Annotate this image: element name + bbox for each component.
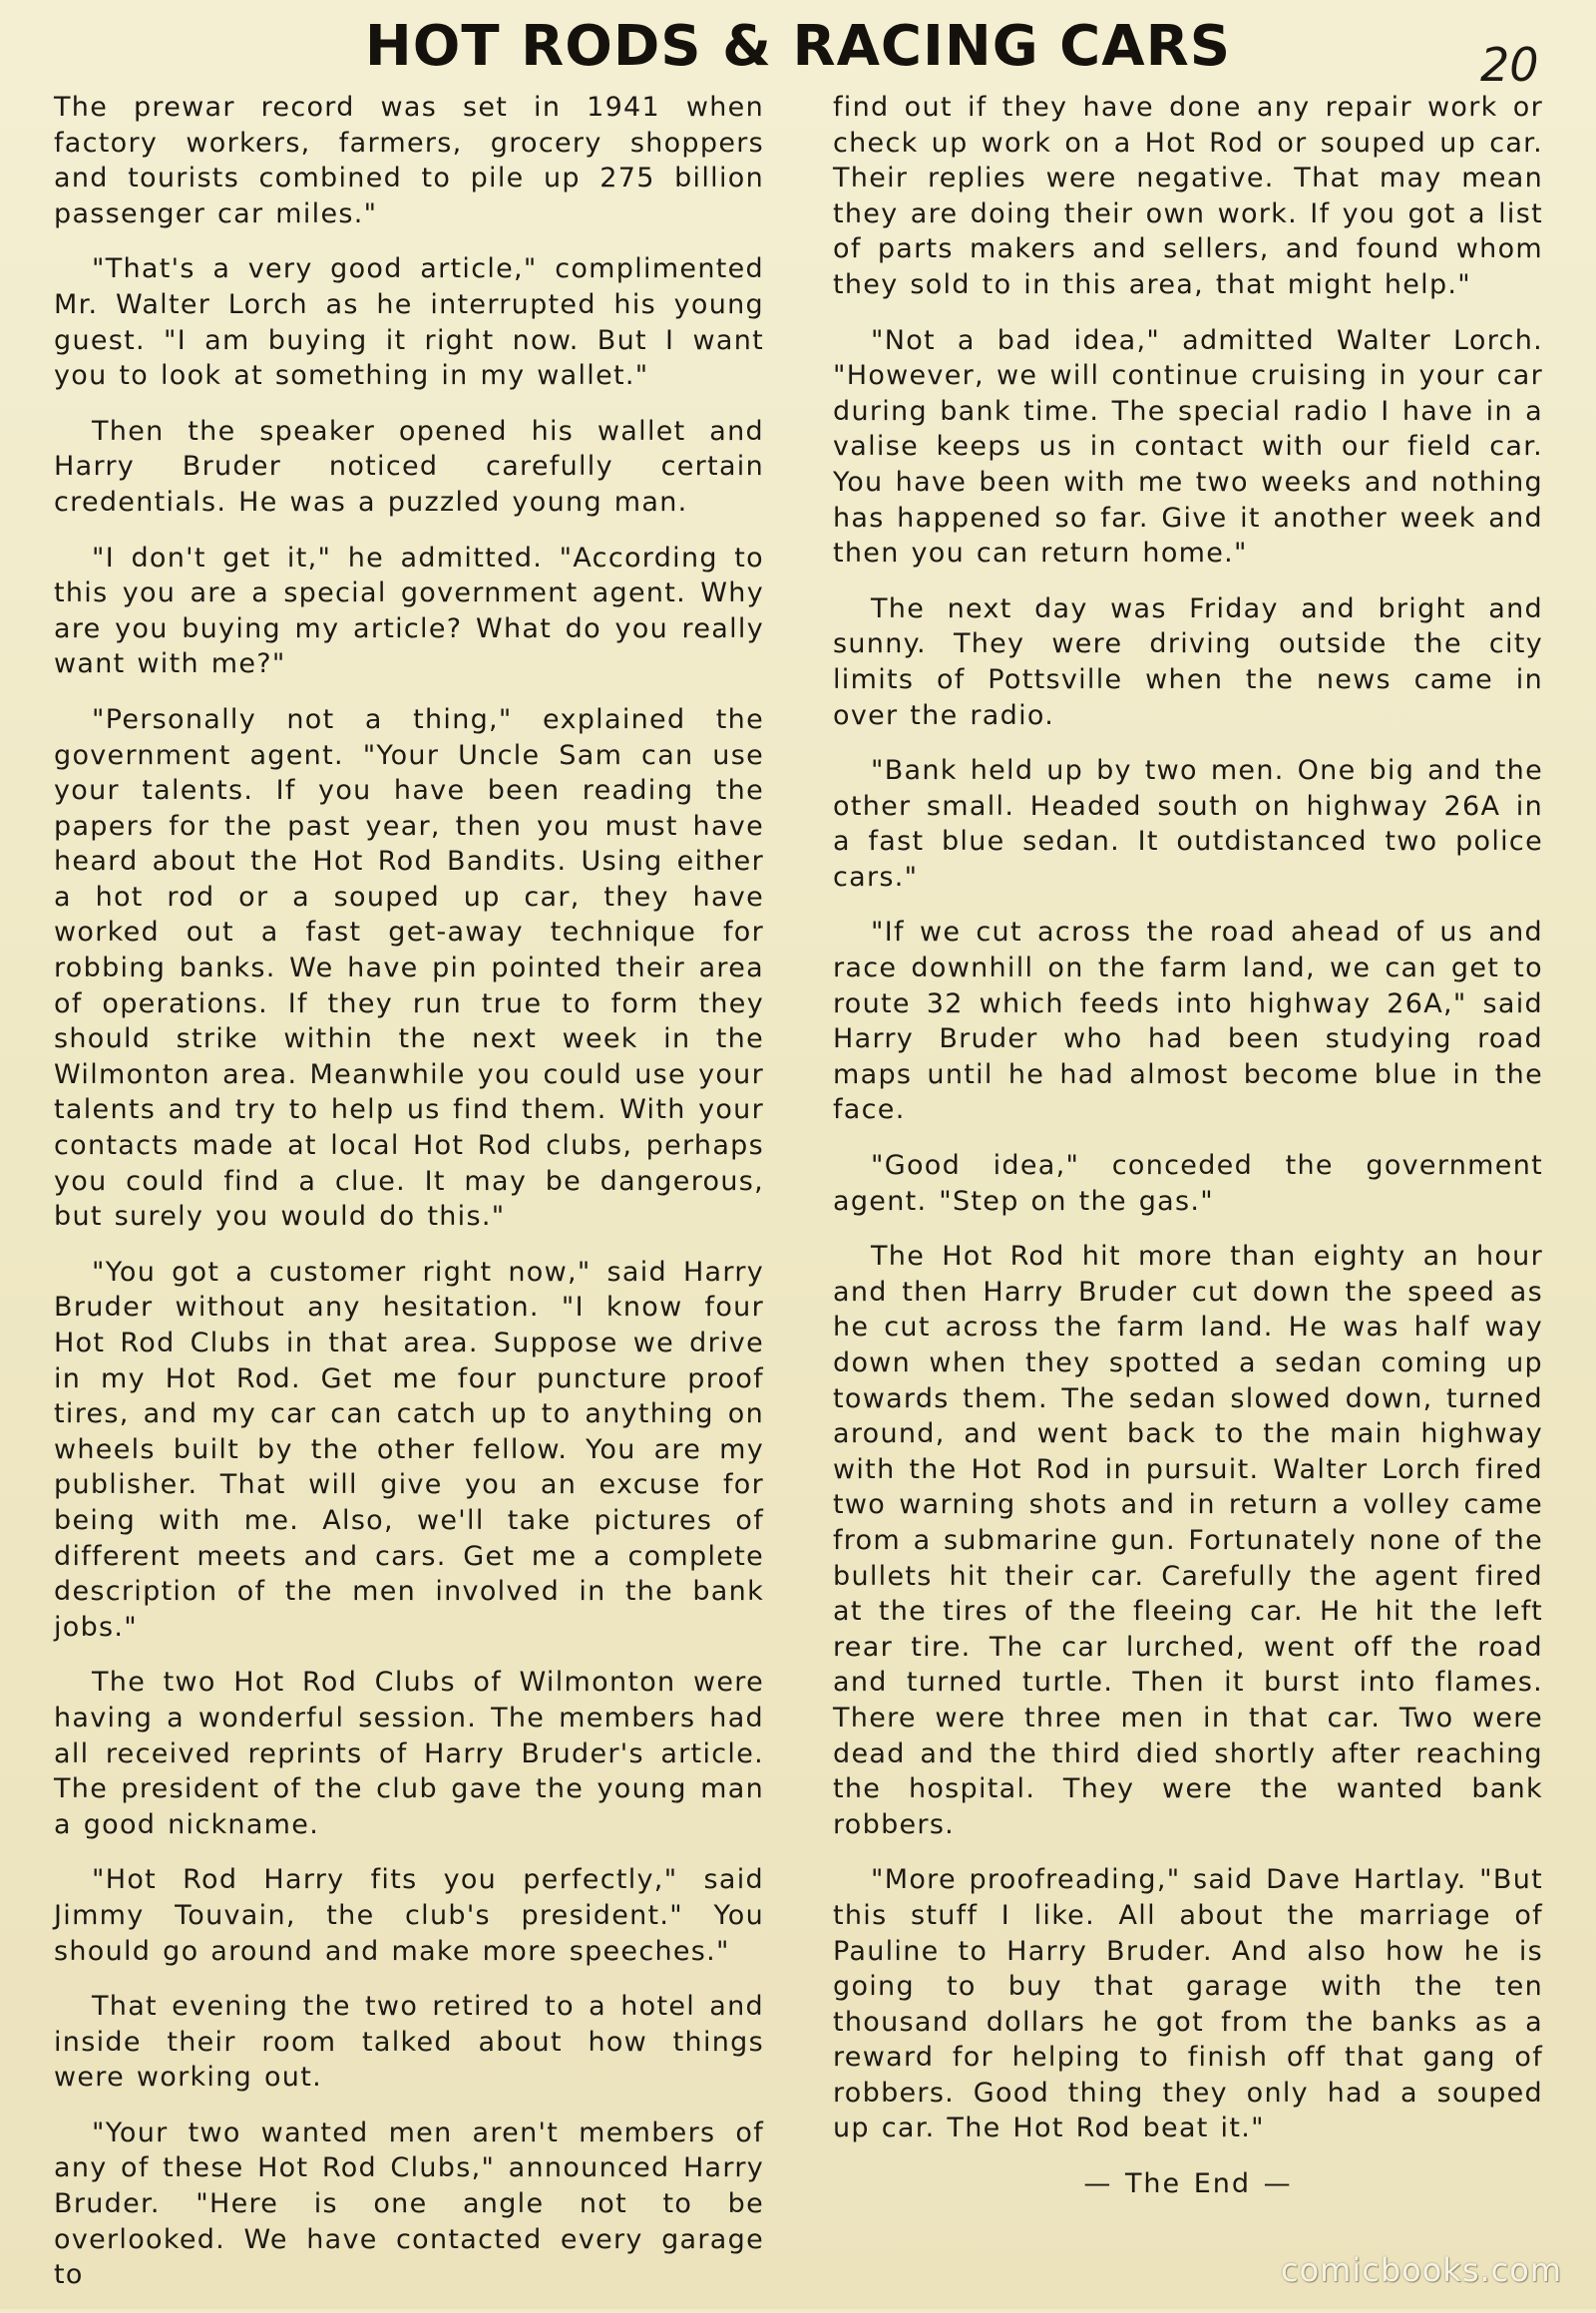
the-end-marker: — The End —	[1083, 2168, 1293, 2200]
left-column	[54, 90, 764, 2313]
paragraph: "More proofreading," said Dave Hartlay. "But this stuff I like. All about the marriage of Pauline to Harry Bruder. And also how he is going to buy that garage with the ten thousand dollars he got from the banks as a reward for helping to finish off that gang of robbers. Good thing they only had a souped up car. The Hot Rod beat it."	[833, 1864, 1543, 2144]
paragraph: That evening the two retired to a hotel and inside their room talked about how things were working out.	[54, 1991, 764, 2094]
paragraph: "Your two wanted men aren't members of any of these Hot Rod Clubs," announced Harry Bruder. "Here is one angle not to be overlooked. We have contacted every garage to	[54, 2117, 764, 2291]
paragraph: find out if they have done any repair work or check up work on a Hot Rod or souped up car. Their replies were negative. That may mean they are doing their own work. If you got a list of parts makers and sellers, and found whom they sold to in this area, that might help."	[833, 92, 1543, 300]
paragraph: "You got a customer right now," said Harry Bruder without any hesitation. "I know four Hot Rod Clubs in that area. Suppose we drive in my Hot Rod. Get me four puncture proof tires, and my car can catch up to anything on wheels built by the other fellow. You are my publisher. That will give you an excuse for being with me. Also, we'll take pictures of different meets and cars. Get me a complete description of the men involved in the bank jobs."	[54, 1256, 764, 1643]
paragraph: "Hot Rod Harry fits you perfectly," said Jimmy Touvain, the club's president." You should go around and make more speeches."	[54, 1864, 764, 1967]
paragraph: "Personally not a thing," explained the government agent. "Your Uncle Sam can use your talents. If you have been reading the papers for the past year, then you must have heard about the Hot Rod Bandits. Using either a hot rod or a souped up car, they have worked out a fast get-away technique for robbing banks. We have pin pointed their area of operations. If they run true to form they should strike within the next week in the Wilmonton area. Meanwhile you could use your talents and try to help us find them. With your contacts made at local Hot Rod clubs, perhaps you could find a clue. It may be dangerous, but surely you would do this."	[54, 703, 764, 1233]
watermark: comicbooks.com	[1280, 2251, 1562, 2289]
paragraph: "Good idea," conceded the government agent. "Step on the gas."	[833, 1150, 1543, 1217]
paragraph: "I don't get it," he admitted. "According to this you are a special government agent. Why are you buying my article? What do you really want with me?"	[54, 542, 764, 680]
paragraph: The prewar record was set in 1941 when factory workers, farmers, grocery shoppers and tourists combined to pile up 275 billion passenger car miles."	[54, 92, 764, 229]
paragraph: "That's a very good article," complimented Mr. Walter Lorch as he interrupted his young guest. "I am buying it right now. But I want you to look at something in my wallet."	[54, 253, 764, 392]
right-column	[833, 90, 1543, 2202]
paragraph: The next day was Friday and bright and sunny. They were driving outside the city limits of Pottsville when the news came in over the radio.	[833, 592, 1543, 731]
paragraph: The two Hot Rod Clubs of Wilmonton were having a wonderful session. The members had all received reprints of Harry Bruder's article. The president of the club gave the young man a good nickname.	[54, 1667, 764, 1840]
paragraph: "If we cut across the road ahead of us and race downhill on the farm land, we can get to route 32 which feeds into highway 26A," said Harry Bruder who had been studying road maps until he had almost become blue in the face.	[833, 917, 1543, 1126]
paragraph: "Bank held up by two men. One big and the other small. Headed south on highway 26A in a fast blue sedan. It outdistanced two police cars."	[833, 755, 1543, 893]
page-title: HOT RODS & RACING CARS	[364, 14, 1232, 79]
paragraph: "Not a bad idea," admitted Walter Lorch. "However, we will continue cruising in your car during bank time. The special radio I have in a valise keeps us in contact with our field car. You have been with me two weeks and nothing has happened so far. Give it another week and then you can return home."	[833, 324, 1543, 570]
paragraph: Then the speaker opened his wallet and Harry Bruder noticed carefully certain credentials. He was a puzzled young man.	[54, 415, 764, 518]
paragraph: The Hot Rod hit more than eighty an hour and then Harry Bruder cut down the speed as he cut across the farm land. He was half way down when they spotted a sedan coming up towards them. The sedan slowed down, turned around, and went back to the main highway with the Hot Rod in pursuit. Walter Lorch fired two warning shots and in return a volley came from a submarine gun. Fortunately none of the bullets hit their car. Carefully the agent fired at the tires of the fleeing car. He hit the left rear tire. The car lurched, went off the road and turned turtle. Then it burst into flames. There were three men in that car. Two were dead and the third died shortly after reaching the hospital. They were the wanted bank robbers.	[833, 1241, 1543, 1840]
page-number: 20	[1480, 38, 1539, 92]
